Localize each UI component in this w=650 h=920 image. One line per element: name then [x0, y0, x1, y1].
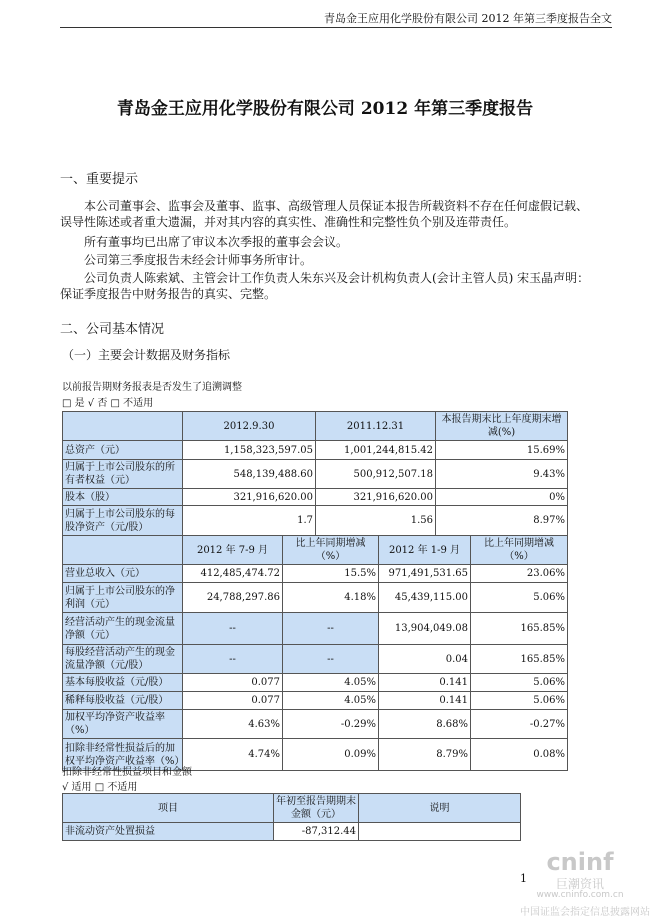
- table-row: [63, 565, 568, 583]
- table-cell: 每股经营活动产生的现金流量净额（元/股）: [63, 645, 183, 674]
- table-cell: 0.08%: [471, 739, 568, 771]
- table-cell: 归属于上市公司股东的每股净资产（元/股）: [63, 506, 183, 536]
- table-cell: 4.63%: [183, 710, 283, 739]
- table-cell: 0.141: [379, 674, 471, 692]
- table-cell: 加权平均净资产收益率（%）: [63, 710, 183, 739]
- table-cell: 4.74%: [183, 739, 283, 771]
- table-cell: 2012 年 7-9 月: [183, 536, 283, 565]
- table-cell: 项目: [63, 794, 274, 823]
- table-row: [63, 710, 568, 739]
- table-cell: --: [283, 613, 379, 645]
- table-row: [63, 823, 521, 841]
- table-cell: -0.27%: [471, 710, 568, 739]
- table-cell: 归属于上市公司股东的净利润（元）: [63, 583, 183, 613]
- section-heading-important: 一、重要提示: [60, 172, 139, 187]
- table-cell: 8.79%: [379, 739, 471, 771]
- table-cell: 4.18%: [283, 583, 379, 613]
- table-cell: 2011.12.31: [316, 412, 436, 441]
- non-recurring-items-table: [62, 793, 521, 841]
- table-row: [63, 794, 521, 823]
- table-cell: 0.141: [379, 692, 471, 710]
- table-cell: 971,491,531.65: [379, 565, 471, 583]
- table-cell: 165.85%: [471, 645, 568, 674]
- paragraph: 公司负责人陈索斌、主管会计工作负责人朱东兴及会计机构负责人(会计主管人员) 宋玉晶声明：保证季度报告中财务报告的真实、完整。: [60, 271, 590, 301]
- table-cell: 4.05%: [283, 692, 379, 710]
- table-cell: -0.29%: [283, 710, 379, 739]
- table-cell: 比上年同期增减（%）: [283, 536, 379, 565]
- table-cell: 归属于上市公司股东的所有者权益（元）: [63, 460, 183, 489]
- table-cell: 5.06%: [471, 583, 568, 613]
- table-cell: 5.06%: [471, 692, 568, 710]
- table-cell: [63, 412, 183, 441]
- table-row: [63, 692, 568, 710]
- table-cell: 9.43%: [436, 460, 568, 489]
- options: □ 是 √ 否 □ 不适用: [62, 398, 154, 409]
- table-cell: 比上年同期增减（%）: [471, 536, 568, 565]
- options: √ 适用 □ 不适用: [62, 782, 138, 793]
- table-cell: 本报告期末比上年度期末增减(%): [436, 412, 568, 441]
- watermark-logo: cninf: [546, 848, 614, 876]
- table-cell: 5.06%: [471, 674, 568, 692]
- table-cell: 基本每股收益（元/股）: [63, 674, 183, 692]
- table-cell: 2012 年 1-9 月: [379, 536, 471, 565]
- table-cell: 年初至报告期期末金额（元）: [274, 794, 359, 823]
- table-cell: 稀释每股收益（元/股）: [63, 692, 183, 710]
- table-row: [63, 460, 568, 489]
- table-cell: 0%: [436, 489, 568, 506]
- note: 以前报告期财务报表是否发生了追溯调整: [62, 382, 242, 393]
- running-header: 青岛金王应用化学股份有限公司 2012 年第三季度报告全文: [324, 12, 612, 25]
- table-cell: 1.7: [183, 506, 316, 536]
- page-title: 青岛金王应用化学股份有限公司 2012 年第三季度报告: [116, 99, 534, 119]
- header-divider: [60, 27, 612, 28]
- table-cell: 45,439,115.00: [379, 583, 471, 613]
- table-cell: 8.97%: [436, 506, 568, 536]
- watermark-url: www.cninfo.com.cn: [536, 890, 624, 900]
- watermark-name: 巨潮资讯: [555, 877, 604, 891]
- table-cell: 8.68%: [379, 710, 471, 739]
- table-cell: 321,916,620.00: [316, 489, 436, 506]
- table-cell: 500,912,507.18: [316, 460, 436, 489]
- table-row: [63, 506, 568, 536]
- table-cell: 股本（股）: [63, 489, 183, 506]
- table-cell: 说明: [359, 794, 521, 823]
- table-cell: 扣除非经常性损益后的加权平均净资产收益率（%）: [63, 739, 183, 771]
- watermark-tagline: 中国证监会指定信息披露网站: [520, 907, 650, 918]
- table-cell: 1,158,323,597.05: [183, 441, 316, 460]
- table-row: [63, 441, 568, 460]
- table-cell: 13,904,049.08: [379, 613, 471, 645]
- table-cell: [359, 823, 521, 841]
- table-cell: 23.06%: [471, 565, 568, 583]
- table-cell: 0.077: [183, 674, 283, 692]
- table-cell: 总资产（元）: [63, 441, 183, 460]
- paragraph: 所有董事均已出席了审议本次季报的董事会会议。: [84, 235, 349, 249]
- table-cell: 4.05%: [283, 674, 379, 692]
- paragraph: 公司第三季度报告未经会计师事务所审计。: [84, 253, 313, 267]
- section-heading-basic: 二、公司基本情况: [60, 322, 165, 337]
- table-cell: 非流动资产处置损益: [63, 823, 274, 841]
- table-cell: 1,001,244,815.42: [316, 441, 436, 460]
- table-cell: 548,139,488.60: [183, 460, 316, 489]
- table-row: [63, 583, 568, 613]
- table-cell: 15.69%: [436, 441, 568, 460]
- table-cell: 0.09%: [283, 739, 379, 771]
- table-row: [63, 674, 568, 692]
- table-row: [63, 645, 568, 674]
- table-cell: 165.85%: [471, 613, 568, 645]
- table-cell: --: [283, 645, 379, 674]
- table-cell: 0.077: [183, 692, 283, 710]
- page-number: 1: [520, 872, 527, 885]
- table-cell: 2012.9.30: [183, 412, 316, 441]
- table-row: [63, 536, 568, 565]
- table-cell: -87,312.44: [274, 823, 359, 841]
- table-cell: 15.5%: [283, 565, 379, 583]
- note: 扣除非经常性损益项目和金额: [62, 767, 192, 778]
- table-cell: --: [183, 645, 283, 674]
- table-row: [63, 613, 568, 645]
- subheading: （一）主要会计数据及财务指标: [62, 348, 231, 362]
- table-cell: [63, 536, 183, 565]
- table-row: [63, 489, 568, 506]
- table-cell: 经营活动产生的现金流量净额（元）: [63, 613, 183, 645]
- table-cell: 营业总收入（元）: [63, 565, 183, 583]
- table-row: [63, 412, 568, 441]
- table-cell: 321,916,620.00: [183, 489, 316, 506]
- table-cell: 1.56: [316, 506, 436, 536]
- table-cell: 24,788,297.86: [183, 583, 283, 613]
- financial-indicators-table: [62, 411, 568, 771]
- table-cell: 0.04: [379, 645, 471, 674]
- table-cell: 412,485,474.72: [183, 565, 283, 583]
- table-cell: --: [183, 613, 283, 645]
- paragraph: 本公司董事会、监事会及董事、监事、高级管理人员保证本报告所载资料不存在任何虚假记载、误导性陈述或者重大遗漏，并对其内容的真实性、准确性和完整性负个别及连带责任。: [60, 199, 589, 229]
